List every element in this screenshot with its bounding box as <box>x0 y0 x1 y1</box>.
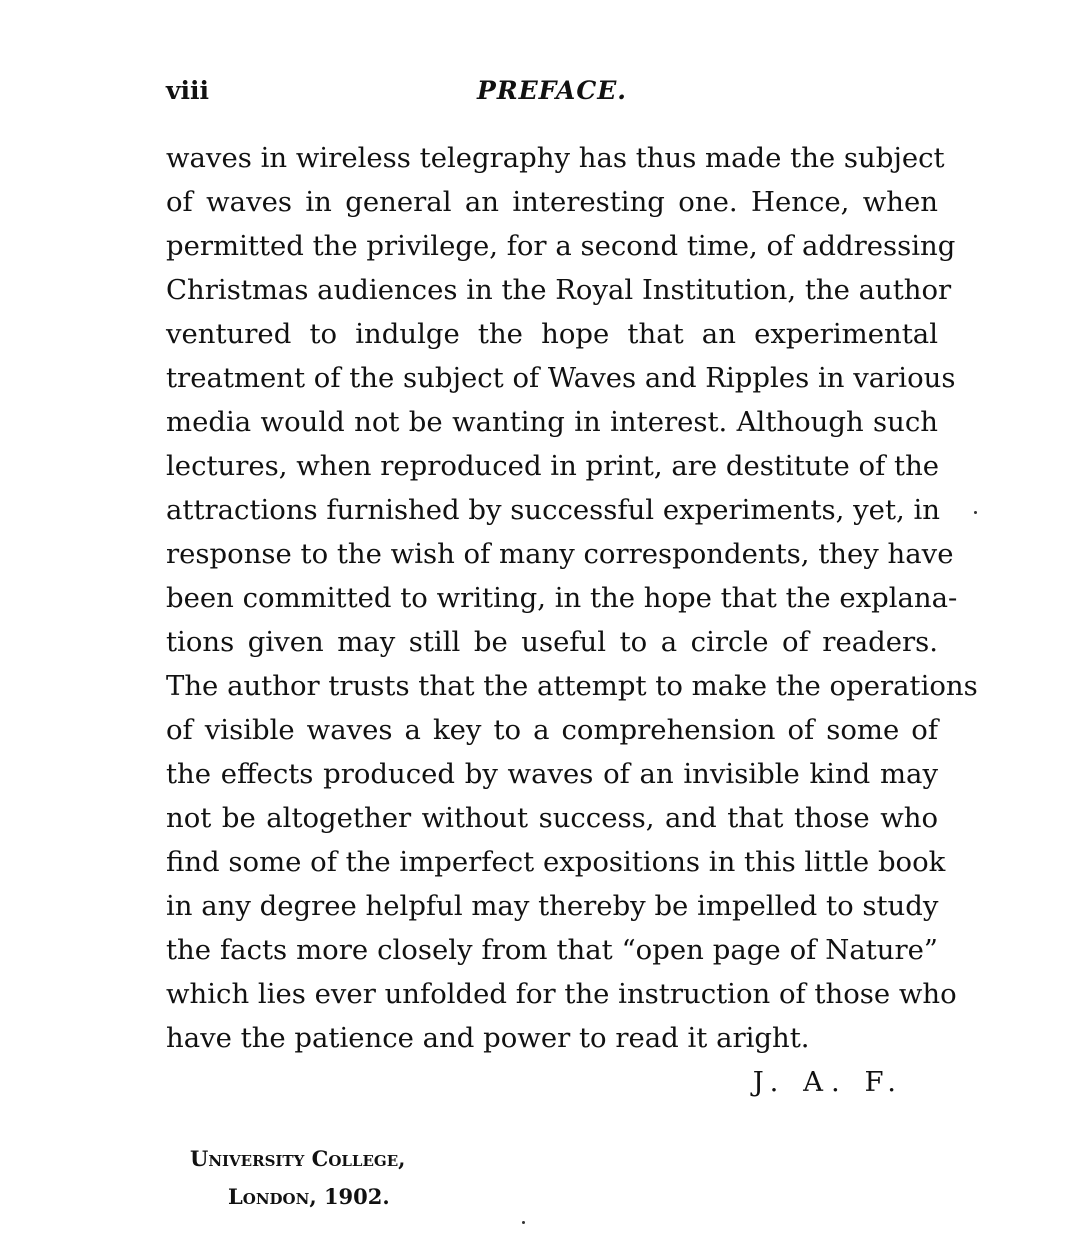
text-line: waves in wireless telegraphy has thus made the subject <box>166 142 945 174</box>
text-line: permitted the privilege, for a second time, of addressing <box>166 230 956 262</box>
text-line-last: have the patience and power to read it aright. <box>166 1022 810 1054</box>
preface-body <box>166 136 978 1060</box>
author-signature: J. A. F. <box>752 1066 904 1098</box>
text-line: treatment of the subject of Waves and Ripples in various <box>166 362 956 394</box>
text-line: media would not be wanting in interest. Although such <box>166 406 938 438</box>
text-line: ventured to indulge the hope that an experimental <box>166 318 938 350</box>
place-and-date <box>190 1140 405 1216</box>
text-line: find some of the imperfect expositions in this little book <box>166 846 946 878</box>
text-line: which lies ever unfolded for the instruction of those who <box>166 978 957 1010</box>
text-line: response to the wish of many correspondents, they have <box>166 538 954 570</box>
text-line: the effects produced by waves of an invisible kind may <box>166 758 938 790</box>
text-line: in any degree helpful may thereby be impelled to study <box>166 890 939 922</box>
text-line: of waves in general an interesting one. Hence, when <box>166 186 938 218</box>
text-line: not be altogether without success, and that those who <box>166 802 938 834</box>
text-line: Christmas audiences in the Royal Institution, the author <box>166 274 952 306</box>
text-line: tions given may still be useful to a circle of readers. <box>166 626 938 658</box>
text-line: The author trusts that the attempt to make the operations <box>166 670 978 702</box>
text-line: lectures, when reproduced in print, are destitute of the <box>166 450 940 482</box>
page-number: viii <box>166 76 210 105</box>
text-line: of visible waves a key to a comprehension of some of <box>166 714 938 746</box>
running-head: PREFACE. <box>477 76 627 105</box>
print-speck <box>522 1221 525 1224</box>
text-line: been committed to writing, in the hope that the explana- <box>166 582 958 614</box>
page-header <box>166 76 938 112</box>
text-line: attractions furnished by successful experiments, yet, in <box>166 494 940 526</box>
print-speck <box>974 511 977 514</box>
city-year-line: London, 1902. <box>228 1184 390 1209</box>
text-line: the facts more closely from that “open page of Nature” <box>166 934 938 966</box>
institution-line: University College, <box>190 1146 406 1171</box>
